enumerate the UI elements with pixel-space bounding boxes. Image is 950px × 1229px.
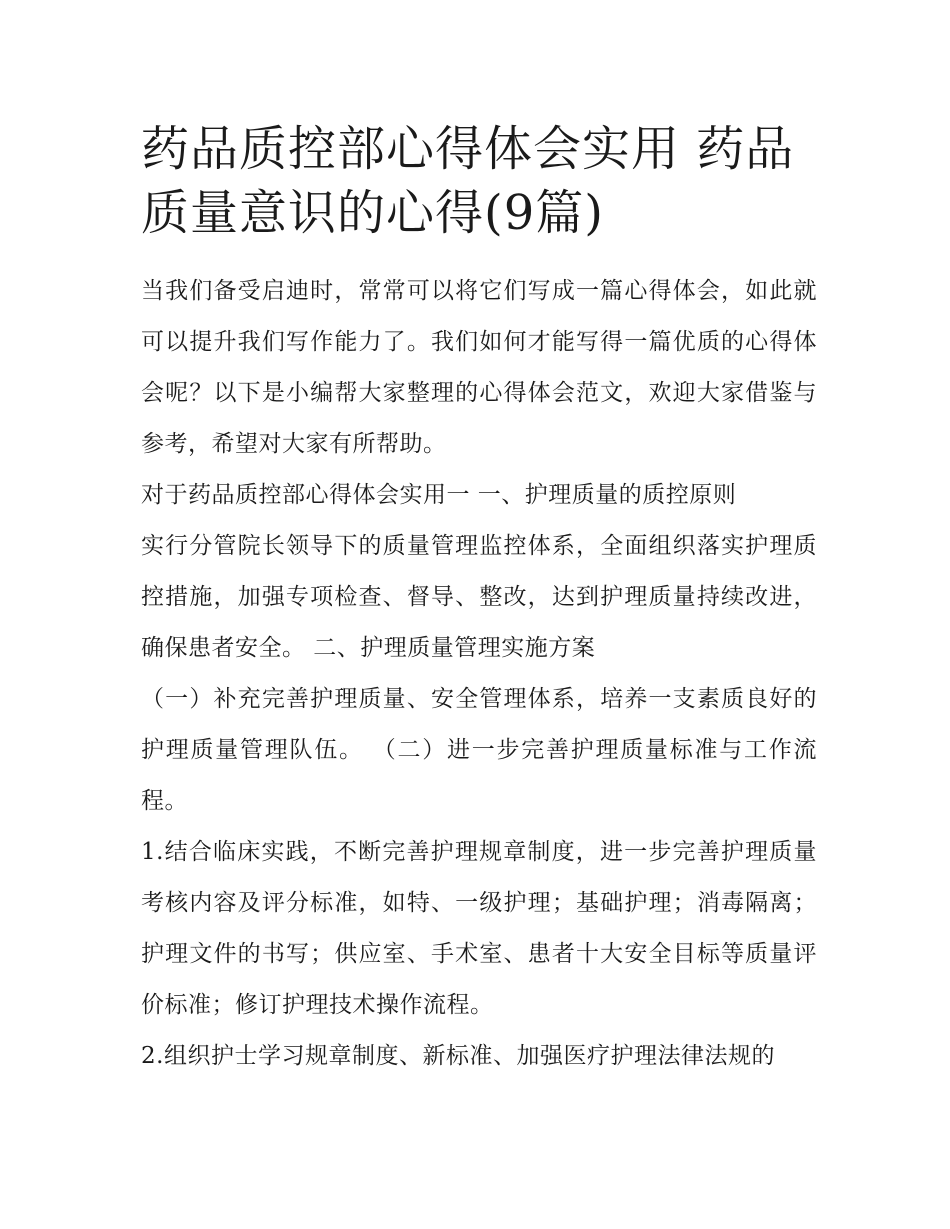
document-content	[141, 117, 817, 1082]
list-item-2-paragraph: 2.组织护士学习规章制度、新标准、加强医疗护理法律法规的	[141, 1043, 775, 1069]
document-title: 药品质控部心得体会实用 药品质量意识的心得(9篇)	[141, 121, 795, 241]
management-system-paragraph: （一）补充完善护理质量、安全管理体系，培养一支素质良好的护理质量管理队伍。 （二）进一步完善护理质量标准与工作流程。	[141, 686, 817, 814]
quality-control-paragraph: 实行分管院长领导下的质量管理监控体系，全面组织落实护理质控措施，加强专项检查、督导、整改，达到护理质量持续改进，确保患者安全。 二、护理质量管理实施方案	[141, 533, 817, 661]
list-item-1-paragraph: 1.结合临床实践，不断完善护理规章制度，进一步完善护理质量考核内容及评分标准，如特、一级护理；基础护理；消毒隔离；护理文件的书写；供应室、手术室、患者十大安全目标等质量评价标准；修订护理技术操作流程。	[141, 839, 817, 1018]
section-heading-paragraph: 对于药品质控部心得体会实用一 一、护理质量的质控原则	[141, 482, 737, 508]
intro-paragraph: 当我们备受启迪时，常常可以将它们写成一篇心得体会，如此就可以提升我们写作能力了。我们如何才能写得一篇优质的心得体会呢？以下是小编帮大家整理的心得体会范文，欢迎大家借鉴与参考，希望对大家有所帮助。	[141, 278, 817, 457]
document-body	[141, 266, 817, 1082]
